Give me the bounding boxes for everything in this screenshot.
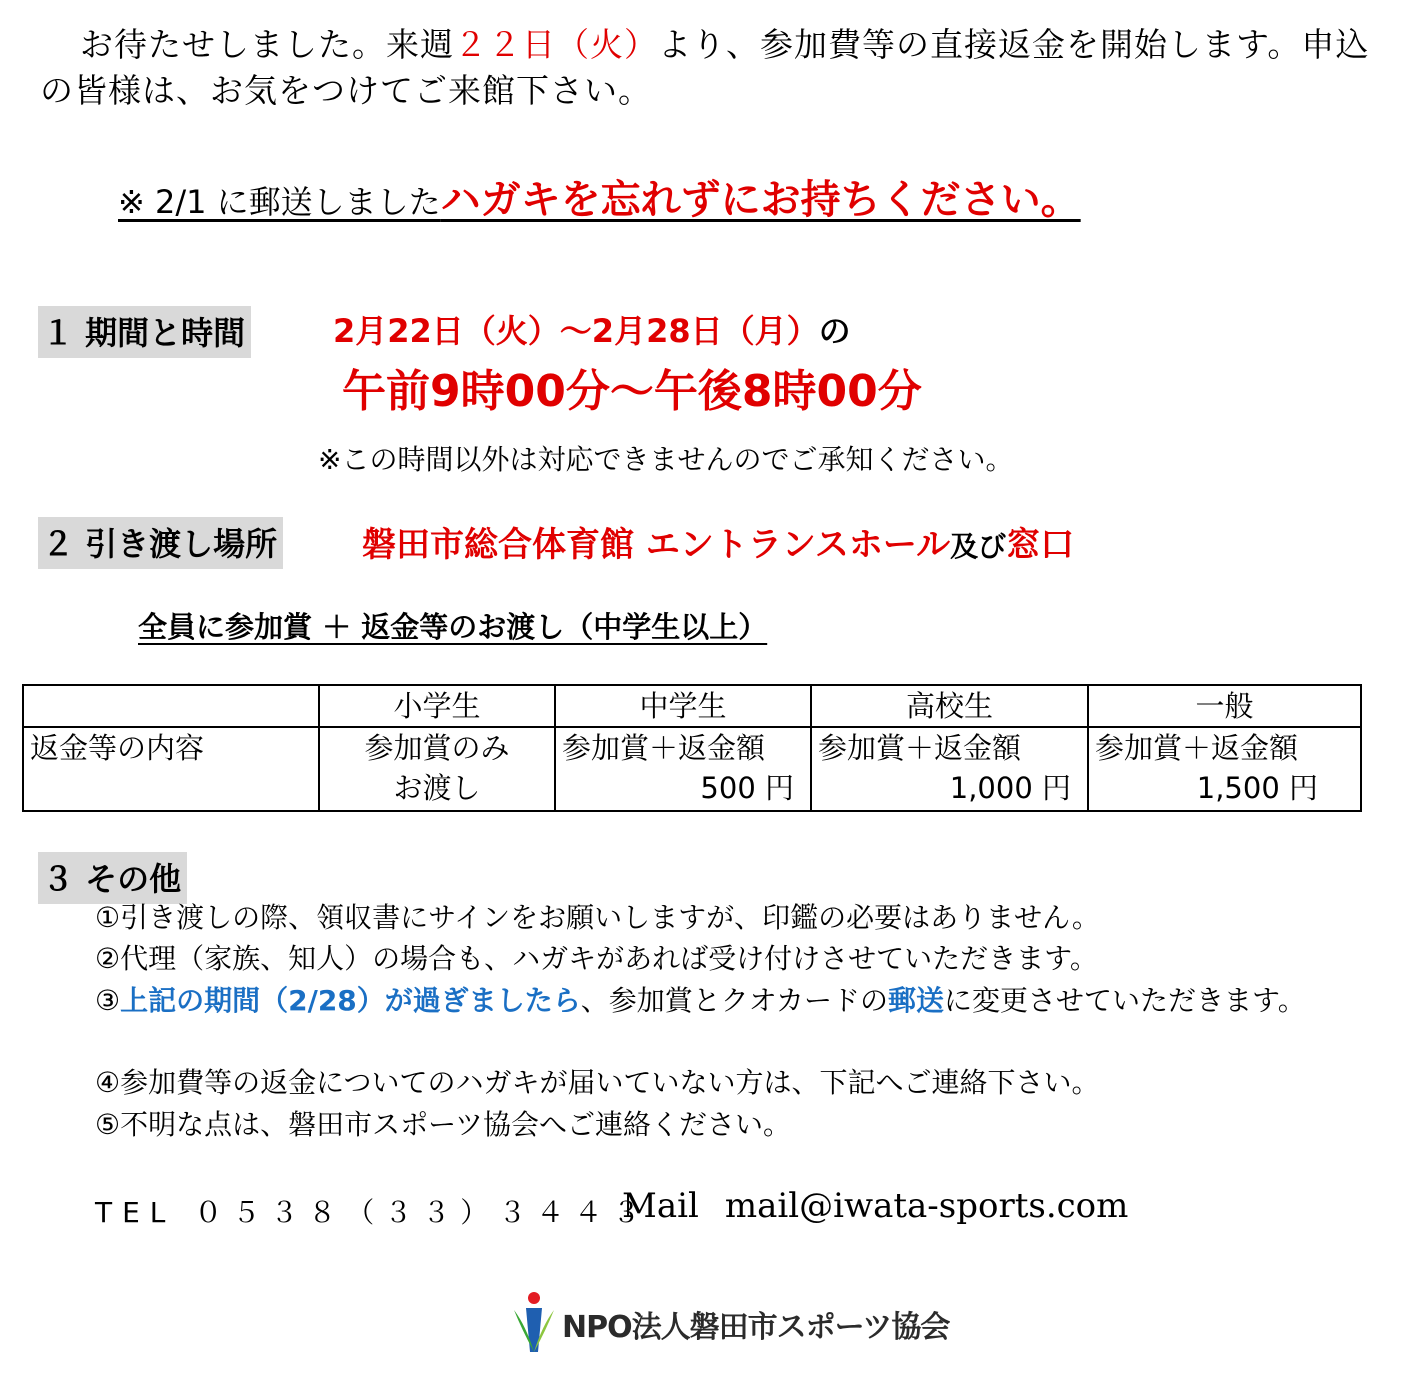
period-dates-text: 2月22日（火）～2月28日（月） (333, 312, 819, 350)
table-header-cell (23, 685, 319, 727)
notice-prefix: ※ 2/1 に郵送しました (118, 183, 441, 221)
refund-table (22, 684, 1362, 812)
cell-line: お渡し (393, 771, 481, 805)
cell-line: 参加賞＋返金額 (1095, 731, 1299, 765)
period-dates-suffix: の (818, 312, 851, 350)
contact-tel: TEL ０５３８（３３）３４４３ (95, 1196, 651, 1229)
other-item-3 (95, 981, 1385, 1021)
table-row (23, 727, 1361, 811)
period-hours: 午前9時00分～午後8時00分 (342, 366, 922, 417)
cell-line: 参加賞＋返金額 (818, 731, 1022, 765)
mail-label: Mail (622, 1186, 699, 1226)
table-header-cell: 一般 (1088, 685, 1361, 727)
contact-mail (622, 1186, 1128, 1226)
table-header-cell: 高校生 (811, 685, 1088, 727)
other-item-2: ②代理（家族、知人）の場合も、ハガキがあれば受け付けさせていただきます。 (95, 942, 1098, 975)
table-cell-elementary (319, 727, 555, 811)
other-item-4: ④参加費等の返金についてのハガキが届いていない方は、下記へご連絡下さい。 (95, 1066, 1100, 1099)
postcard-notice (118, 168, 1081, 225)
place-main: 磐田市総合体育館 エントランスホール (362, 525, 951, 565)
table-header-row (23, 685, 1361, 727)
place-conj: 及び (950, 530, 1007, 563)
table-header-cell: 小学生 (319, 685, 555, 727)
notice-emphasis: ハガキを忘れずにお持ちください。 (440, 177, 1081, 223)
handover-place (362, 517, 1074, 566)
cell-line: 参加賞のみ (364, 731, 510, 765)
cell-line: 参加賞＋返金額 (562, 731, 766, 765)
section2-heading: ２ 引き渡し場所 (38, 517, 283, 569)
logo-text: NPO法人磐田市スポーツ協会 (562, 1310, 950, 1345)
place-alt: 窓口 (1006, 525, 1075, 565)
award-line: 全員に参加賞 ＋ 返金等のお渡し（中学生以上） (138, 610, 768, 644)
cell-amount: 1,500 円 (1196, 771, 1318, 805)
item3-end: に変更させていただきます。 (943, 984, 1306, 1017)
association-logo (512, 1290, 949, 1358)
period-dates (333, 306, 851, 352)
item3-mid: 、参加賞とクオカードの (580, 984, 888, 1017)
item3-num: ③ (95, 984, 121, 1017)
other-item-1: ①引き渡しの際、領収書にサインをお願いしますが、印鑑の必要はありません。 (95, 901, 1100, 934)
intro-date: ２２日（火） (454, 25, 658, 64)
table-cell-junior-high (555, 727, 811, 811)
section1-heading: １ 期間と時間 (38, 306, 251, 358)
table-header-cell: 中学生 (555, 685, 811, 727)
runner-icon (512, 1290, 556, 1358)
intro-text-2: より、参加費等の直接返金を開始します。申込の皆様は、お気をつけてご来館下さい。 (40, 25, 1370, 110)
intro-text-1: お待たせしました。来週 (80, 25, 454, 64)
table-cell-general (1088, 727, 1361, 811)
cell-amount: 500 円 (700, 771, 794, 805)
intro-paragraph (40, 22, 1400, 114)
table-cell-high-school (811, 727, 1088, 811)
period-note: ※この時間以外は対応できませんのでご承知ください。 (318, 443, 1014, 476)
other-item-5: ⑤不明な点は、磐田市スポーツ協会へご連絡ください。 (95, 1108, 791, 1141)
mail-address[interactable]: mail@iwata-sports.com (724, 1186, 1129, 1226)
table-row-label: 返金等の内容 (23, 727, 319, 811)
item3-blue-1: 上記の期間（2/28）が過ぎましたら (120, 984, 581, 1017)
item3-blue-2: 郵送 (887, 984, 944, 1017)
section3-heading: ３ その他 (38, 852, 187, 904)
cell-amount: 1,000 円 (949, 771, 1071, 805)
